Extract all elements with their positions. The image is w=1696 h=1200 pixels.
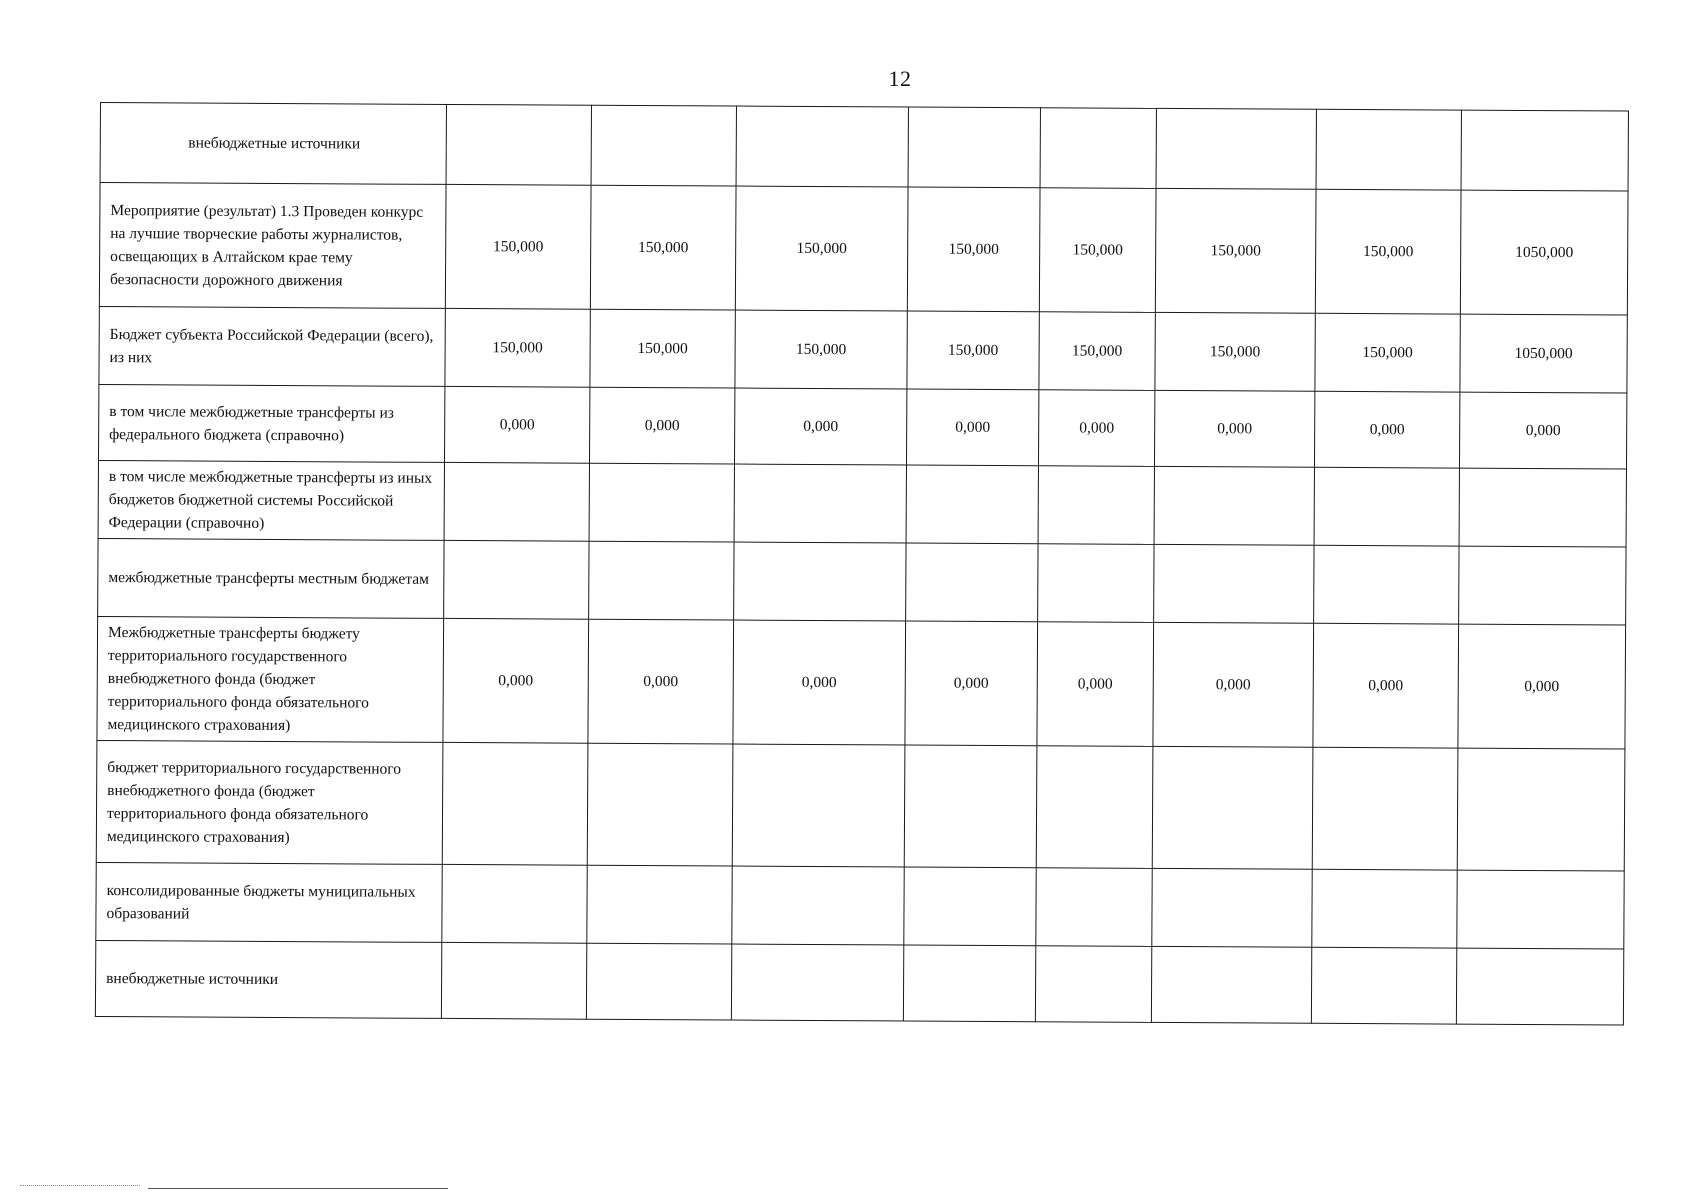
value-cell <box>444 540 589 619</box>
value-cell: 0,000 <box>1154 390 1314 467</box>
value-cell: 0,000 <box>1037 622 1154 747</box>
value-cell <box>1457 748 1625 871</box>
value-cell: 150,000 <box>907 311 1039 390</box>
row-label: Мероприятие (результат) 1.3 Проведен конкурс на лучшие творческие работы журналистов, освещающих в Алтайском крае тему безопасности дорожного движения <box>99 183 446 309</box>
value-cell: 0,000 <box>588 619 734 744</box>
value-cell <box>1038 466 1154 545</box>
value-cell <box>903 945 1035 1022</box>
table-row <box>96 862 1624 949</box>
value-cell <box>1036 746 1153 869</box>
value-cell <box>1154 544 1314 623</box>
row-label: внебюджетные источники <box>100 103 446 185</box>
value-cell <box>1456 948 1623 1025</box>
row-label: бюджет территориального государственного внебюджетного фонда (бюджет территориального фонда обязательного медицинского страхования) <box>96 740 443 864</box>
table-row <box>98 538 1626 625</box>
value-cell: 0,000 <box>1313 623 1459 748</box>
table-row <box>99 183 1628 316</box>
value-cell <box>734 542 906 621</box>
value-cell <box>904 745 1037 868</box>
value-cell: 150,000 <box>445 184 591 309</box>
row-label: Бюджет субъекта Российской Федерации (всего), из них <box>99 306 445 386</box>
table-row <box>98 384 1626 469</box>
value-cell <box>441 942 586 1019</box>
value-cell <box>732 866 904 945</box>
value-cell: 150,000 <box>590 309 735 388</box>
budget-table <box>95 102 1629 1026</box>
value-cell <box>446 104 591 185</box>
row-label: в том числе межбюджетные трансферты из федерального бюджета (справочно) <box>98 384 444 462</box>
value-cell <box>586 943 731 1020</box>
value-cell <box>587 743 733 866</box>
value-cell: 0,000 <box>734 388 906 465</box>
value-cell <box>442 742 588 865</box>
value-cell <box>1314 545 1459 624</box>
value-cell <box>1035 946 1151 1023</box>
row-label: в том числе межбюджетные трансферты из иных бюджетов бюджетной системы Российской Федерации (справочно) <box>98 460 444 540</box>
value-cell <box>1036 868 1152 947</box>
value-cell: 0,000 <box>1153 622 1314 747</box>
value-cell: 150,000 <box>735 186 908 311</box>
value-cell: 150,000 <box>907 187 1040 312</box>
value-cell: 150,000 <box>1315 189 1461 314</box>
value-cell <box>736 106 908 187</box>
value-cell <box>732 744 905 867</box>
row-label: внебюджетные источники <box>95 940 441 1018</box>
value-cell <box>1038 544 1154 623</box>
value-cell <box>1152 868 1312 947</box>
value-cell <box>589 541 734 620</box>
value-cell <box>1314 467 1459 546</box>
value-cell <box>1459 468 1626 547</box>
value-cell <box>1311 947 1456 1024</box>
table-row <box>98 460 1626 547</box>
value-cell: 0,000 <box>443 618 589 743</box>
value-cell: 1050,000 <box>1460 190 1628 315</box>
footer-rule <box>148 1188 448 1189</box>
value-cell: 0,000 <box>1038 390 1154 467</box>
table-row <box>100 103 1628 192</box>
value-cell: 150,000 <box>1155 188 1316 313</box>
value-cell: 0,000 <box>1314 391 1459 468</box>
footer-mark <box>20 1185 140 1186</box>
value-cell <box>734 464 906 543</box>
table-body <box>95 103 1628 1026</box>
value-cell <box>589 463 734 542</box>
value-cell <box>1459 546 1626 625</box>
value-cell: 1050,000 <box>1460 314 1627 393</box>
value-cell: 0,000 <box>733 620 906 745</box>
page-number: 12 <box>888 66 912 91</box>
value-cell <box>1312 869 1457 948</box>
value-cell <box>1154 466 1314 545</box>
value-cell <box>904 867 1036 946</box>
value-cell: 0,000 <box>444 386 589 463</box>
row-label: консолидированные бюджеты муниципальных образований <box>96 862 442 942</box>
value-cell <box>442 864 587 943</box>
value-cell <box>906 543 1038 622</box>
table-row <box>95 940 1623 1025</box>
value-cell <box>444 462 589 541</box>
value-cell <box>1312 747 1458 870</box>
value-cell: 150,000 <box>1039 312 1155 391</box>
value-cell: 0,000 <box>905 621 1038 746</box>
value-cell: 150,000 <box>445 308 590 387</box>
value-cell <box>1156 108 1316 189</box>
value-cell: 0,000 <box>906 389 1038 466</box>
value-cell: 0,000 <box>1459 392 1626 469</box>
value-cell: 150,000 <box>1315 313 1460 392</box>
value-cell <box>1457 870 1624 949</box>
table-row <box>99 306 1627 393</box>
value-cell <box>1152 746 1313 869</box>
value-cell: 150,000 <box>1039 188 1156 313</box>
table-row <box>97 616 1626 749</box>
value-cell <box>1151 946 1311 1023</box>
value-cell <box>1316 109 1461 190</box>
value-cell <box>587 865 732 944</box>
table-row <box>96 740 1625 871</box>
value-cell <box>1040 108 1156 189</box>
row-label: Межбюджетные трансферты бюджету территориального государственного внебюджетного фонда (бюджет территориального фонда обязательного медицинского страхования) <box>97 616 444 742</box>
value-cell: 0,000 <box>1458 624 1626 749</box>
value-cell: 0,000 <box>589 387 734 464</box>
value-cell <box>906 465 1038 544</box>
value-cell <box>591 105 736 186</box>
value-cell: 150,000 <box>1155 312 1315 391</box>
budget-table-wrapper <box>95 102 1628 1026</box>
value-cell: 150,000 <box>590 185 736 310</box>
row-label: межбюджетные трансферты местным бюджетам <box>98 538 444 618</box>
value-cell <box>908 107 1040 188</box>
value-cell <box>1461 110 1628 191</box>
value-cell <box>731 944 903 1021</box>
value-cell: 150,000 <box>735 310 907 389</box>
